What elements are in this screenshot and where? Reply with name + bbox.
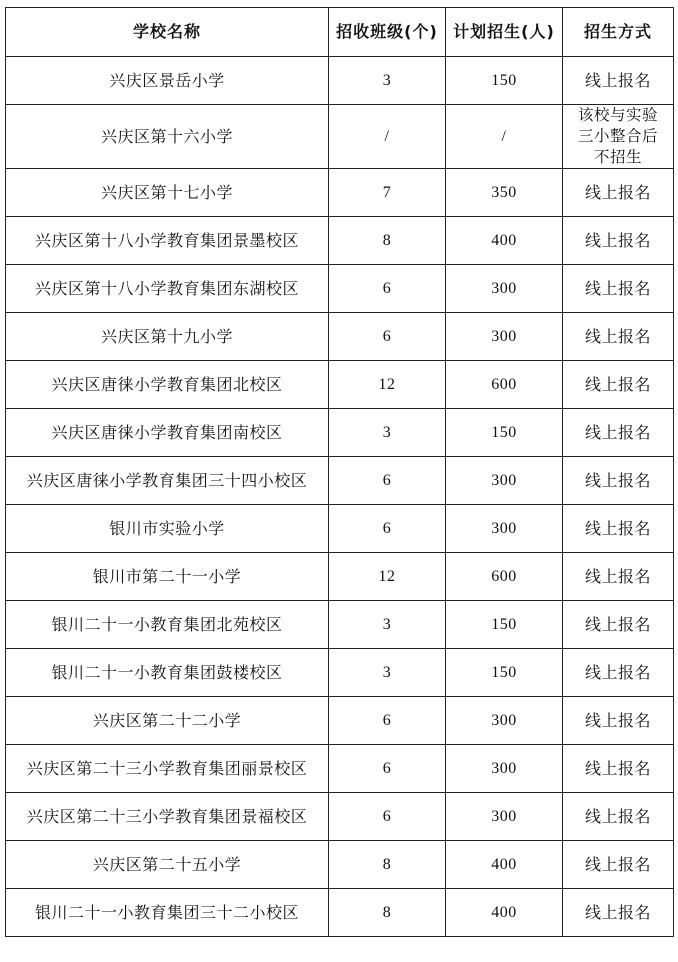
table-row bbox=[6, 841, 674, 889]
table-row bbox=[6, 649, 674, 697]
school-name-cell: 兴庆区景岳小学 bbox=[6, 57, 329, 105]
planned-cell: 150 bbox=[446, 57, 563, 105]
table-row bbox=[6, 361, 674, 409]
table-row bbox=[6, 169, 674, 217]
planned-cell: 300 bbox=[446, 265, 563, 313]
method-cell: 线上报名 bbox=[563, 265, 674, 313]
method-cell: 线上报名 bbox=[563, 313, 674, 361]
planned-cell: 600 bbox=[446, 361, 563, 409]
classes-cell: 8 bbox=[329, 841, 446, 889]
classes-cell: 6 bbox=[329, 265, 446, 313]
classes-cell: 7 bbox=[329, 169, 446, 217]
method-cell: 线上报名 bbox=[563, 841, 674, 889]
classes-cell: 6 bbox=[329, 505, 446, 553]
table-row bbox=[6, 409, 674, 457]
school-name-cell: 兴庆区第十六小学 bbox=[6, 105, 329, 169]
method-cell: 线上报名 bbox=[563, 409, 674, 457]
planned-cell: 400 bbox=[446, 889, 563, 937]
school-name-cell: 兴庆区第十九小学 bbox=[6, 313, 329, 361]
header-planned: 计划招生(人) bbox=[446, 8, 563, 57]
method-cell: 该校与实验 三小整合后 不招生 bbox=[563, 105, 674, 169]
classes-cell: 8 bbox=[329, 889, 446, 937]
classes-cell: 6 bbox=[329, 745, 446, 793]
classes-cell: 6 bbox=[329, 697, 446, 745]
header-school-name: 学校名称 bbox=[6, 8, 329, 57]
planned-cell: 300 bbox=[446, 505, 563, 553]
classes-cell: 12 bbox=[329, 553, 446, 601]
table-row bbox=[6, 793, 674, 841]
table-row bbox=[6, 745, 674, 793]
header-method: 招生方式 bbox=[563, 8, 674, 57]
planned-cell: 150 bbox=[446, 409, 563, 457]
classes-cell: 3 bbox=[329, 409, 446, 457]
table-row bbox=[6, 697, 674, 745]
planned-cell: 150 bbox=[446, 601, 563, 649]
method-cell: 线上报名 bbox=[563, 361, 674, 409]
classes-cell: 6 bbox=[329, 793, 446, 841]
planned-cell: 350 bbox=[446, 169, 563, 217]
planned-cell: 300 bbox=[446, 745, 563, 793]
school-name-cell: 兴庆区第二十二小学 bbox=[6, 697, 329, 745]
planned-cell: 400 bbox=[446, 841, 563, 889]
table-row bbox=[6, 265, 674, 313]
method-cell: 线上报名 bbox=[563, 793, 674, 841]
school-name-cell: 银川二十一小教育集团三十二小校区 bbox=[6, 889, 329, 937]
table-row bbox=[6, 57, 674, 105]
method-cell: 线上报名 bbox=[563, 505, 674, 553]
school-name-cell: 兴庆区唐徕小学教育集团三十四小校区 bbox=[6, 457, 329, 505]
method-cell: 线上报名 bbox=[563, 649, 674, 697]
planned-cell: 300 bbox=[446, 457, 563, 505]
table-row bbox=[6, 505, 674, 553]
table-row bbox=[6, 105, 674, 169]
table-row bbox=[6, 601, 674, 649]
school-name-cell: 银川市实验小学 bbox=[6, 505, 329, 553]
table-row bbox=[6, 553, 674, 601]
classes-cell: 3 bbox=[329, 649, 446, 697]
table-row bbox=[6, 313, 674, 361]
classes-cell: 6 bbox=[329, 457, 446, 505]
enrollment-table bbox=[5, 7, 674, 937]
classes-cell: 3 bbox=[329, 57, 446, 105]
school-name-cell: 兴庆区第二十三小学教育集团景福校区 bbox=[6, 793, 329, 841]
classes-cell: 3 bbox=[329, 601, 446, 649]
classes-cell: / bbox=[329, 105, 446, 169]
planned-cell: / bbox=[446, 105, 563, 169]
table-header-row bbox=[6, 8, 674, 57]
school-name-cell: 兴庆区唐徕小学教育集团南校区 bbox=[6, 409, 329, 457]
planned-cell: 150 bbox=[446, 649, 563, 697]
method-cell: 线上报名 bbox=[563, 169, 674, 217]
table-row bbox=[6, 889, 674, 937]
planned-cell: 300 bbox=[446, 313, 563, 361]
classes-cell: 8 bbox=[329, 217, 446, 265]
school-name-cell: 兴庆区第二十五小学 bbox=[6, 841, 329, 889]
method-cell: 线上报名 bbox=[563, 745, 674, 793]
method-cell: 线上报名 bbox=[563, 697, 674, 745]
school-name-cell: 兴庆区唐徕小学教育集团北校区 bbox=[6, 361, 329, 409]
table-row bbox=[6, 217, 674, 265]
school-name-cell: 兴庆区第十七小学 bbox=[6, 169, 329, 217]
school-name-cell: 兴庆区第十八小学教育集团东湖校区 bbox=[6, 265, 329, 313]
classes-cell: 6 bbox=[329, 313, 446, 361]
planned-cell: 400 bbox=[446, 217, 563, 265]
method-cell: 线上报名 bbox=[563, 57, 674, 105]
method-cell: 线上报名 bbox=[563, 217, 674, 265]
planned-cell: 300 bbox=[446, 793, 563, 841]
planned-cell: 600 bbox=[446, 553, 563, 601]
header-classes: 招收班级(个) bbox=[329, 8, 446, 57]
school-name-cell: 兴庆区第二十三小学教育集团丽景校区 bbox=[6, 745, 329, 793]
method-cell: 线上报名 bbox=[563, 889, 674, 937]
method-cell: 线上报名 bbox=[563, 457, 674, 505]
planned-cell: 300 bbox=[446, 697, 563, 745]
school-name-cell: 银川二十一小教育集团鼓楼校区 bbox=[6, 649, 329, 697]
method-cell: 线上报名 bbox=[563, 601, 674, 649]
method-cell: 线上报名 bbox=[563, 553, 674, 601]
table-row bbox=[6, 457, 674, 505]
school-name-cell: 银川二十一小教育集团北苑校区 bbox=[6, 601, 329, 649]
classes-cell: 12 bbox=[329, 361, 446, 409]
school-name-cell: 银川市第二十一小学 bbox=[6, 553, 329, 601]
school-name-cell: 兴庆区第十八小学教育集团景墨校区 bbox=[6, 217, 329, 265]
